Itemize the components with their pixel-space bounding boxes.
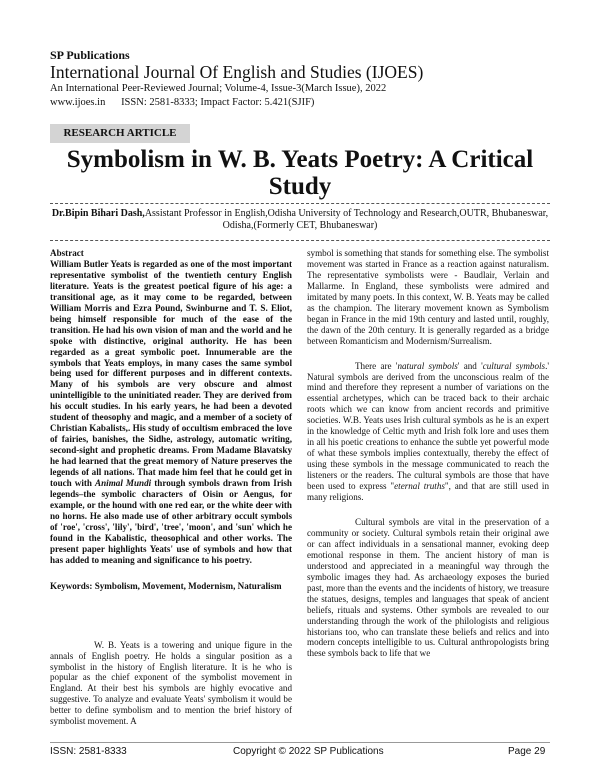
abstract-italic-work: Animal Mundi bbox=[95, 478, 152, 489]
body-paragraph bbox=[307, 361, 549, 503]
journal-volume-line: An International Peer-Reviewed Journal; Volume-4, Issue-3(March Issue), 2022 bbox=[50, 83, 387, 94]
footer-issn: ISSN: 2581-8333 bbox=[50, 746, 127, 757]
footer-page-number: Page 29 bbox=[508, 746, 546, 757]
journal-title: International Journal Of English and Studies (IJOES) bbox=[50, 62, 424, 82]
text-part: ' and ' bbox=[457, 360, 483, 371]
article-type-badge: RESEARCH ARTICLE bbox=[50, 124, 190, 143]
abstract-text-part: William Butler Yeats is regarded as one of the most important representative symbolist of the twentieth century English literature. Yeats is the greatest poetical figure of his age: a transitional age, as it may come to be regarded, between William Morris and Ezra Pound, Swinburne and T. S. Eliot, being himself responsible for much of the ease of the transition. He had his own vision of man and the world and he spoke with distinctive, original authority. He has been regarded as a great symbolic poet. Innumerable are the symbols that Yeats employs, in many cases the same symbol being used for different purposes and in different contexts. Many of his symbols are very obscure and almost unintelligible to the uninitiated reader. They are derived from his occult studies. In his early years, he had been a devoted student of theosophy and magic, and a member of a society of Christian Kabalists,. His study of occultism embraced the love of fairies, banishes, the Sidhe, astrology, automatic writing, second-sight and prophetic dreams. From Madame Blavatsky he had learned that the great memory of Nature preserves the legends of all nations. That made him feel that he could get in touch with bbox=[50, 258, 292, 489]
keywords: Keywords: Symbolism, Movement, Modernism, Naturalism bbox=[50, 580, 282, 591]
author-divider bbox=[50, 240, 550, 241]
author-block bbox=[50, 208, 550, 232]
article-title: Symbolism in W. B. Yeats Poetry: A Critical Study bbox=[66, 146, 534, 200]
abstract-text bbox=[50, 259, 292, 566]
abstract-heading: Abstract bbox=[50, 248, 84, 258]
right-column bbox=[307, 248, 549, 659]
footer-copyright: Copyright © 2022 SP Publications bbox=[233, 746, 384, 757]
italic-term: cultural symbols bbox=[482, 360, 546, 371]
italic-term: natural symbols bbox=[397, 360, 458, 371]
text-part: .' Natural symbols are derived from the unconscious realm of the mind and therefore they represent a number of variations on the essential archetypes, which can be traced back to their archaic roots which we can know from ancient records and primitive societies. W.B. Yeats uses Irish cultural symbols as he is an expert in the knowledge of Celtic myth and Irish folk lore and uses them in all his poetic creations to enhance the subtle yet powerful mode of what these symbols implies contextually, thereby the effect of using these symbols in the message communicated to reach the listeners or the readers. The cultural symbols are those that have been used to express " bbox=[307, 360, 549, 492]
body-paragraph: Cultural symbols are vital in the preservation of a community or society. Cultural symbols retain their original awe or can affect individuals in a sensational manner, evoking deep emotional response in them. The ancient history of man is understood and appreciated in a meaningful way through the symbolic images they had. As archaeology exposes the buried past, more than the events and the incidents of history, we treasure the statues, designs, temples and languages that speak of ancient beliefs, rituals and systems. Other symbols are revealed to our understanding through the work of the philologists and religious historians too, who can translate these beliefs and relics and into modern concepts intelligible to us. Cultural anthropologists bring these symbols back to life that we bbox=[307, 516, 549, 659]
body-paragraph: symbol is something that stands for something else. The symbolist movement was started in France as a reaction against naturalism. The representative symbolists were - Baudlair, Verlain and Mallarme. In England, these symbolists were admired and imitated by many poets. In this context, W. B. Yeats may be called as the champion. The literary movement known as Symbolism began in France in the mid 19th century and lasted until, roughly, the dawn of the 20th century. It is generally regarded as a bridge between Romanticism and Modernism/Surrealism. bbox=[307, 248, 549, 346]
intro-paragraph: W. B. Yeats is a towering and unique figure in the annals of English poetry. He holds a singular position as a symbolist in the history of English literature. It is he who is popular as the chief exponent of the symbolist movement in England. At their best his symbols are highly evocative and suggestive. To analyze and evaluate Yeats' symbolism it would be better to define symbolism and to mention the brief history of symbolist movement. A bbox=[50, 639, 292, 727]
publisher-name: SP Publications bbox=[50, 48, 130, 62]
text-part: There are ' bbox=[355, 360, 398, 371]
title-divider bbox=[50, 203, 550, 204]
italic-term: eternal truths bbox=[394, 481, 445, 492]
journal-issn-line: www.ijoes.in ISSN: 2581-8333; Impact Factor: 5.421(SJIF) bbox=[50, 97, 315, 108]
text-part: ", and that are still used in many religions. bbox=[307, 481, 549, 503]
footer-divider bbox=[50, 742, 550, 743]
abstract-text-part: through symbols drawn from Irish legends–the symbolic characters of Oisin or Aengus, for example, or the hound with one red ear, or the white deer with no horns. He also made use of other arbitrary occult symbols of 'roe', 'cross', 'lily', 'bird', 'tree', 'moon', and 'sun' which he found in the Kabalistic, theosophical and other works. The present paper highlights Yeats' use of symbols and how that has added to meaning and significance to his poetry. bbox=[50, 478, 292, 565]
author-affiliation: Assistant Professor in English,Odisha University of Technology and Research,OUTR, Bhubaneswar, Odisha,(Formerly CET, Bhubaneswar) bbox=[144, 208, 549, 231]
author-name: Dr.Bipin Bihari Dash, bbox=[51, 208, 145, 219]
left-column bbox=[50, 248, 292, 727]
